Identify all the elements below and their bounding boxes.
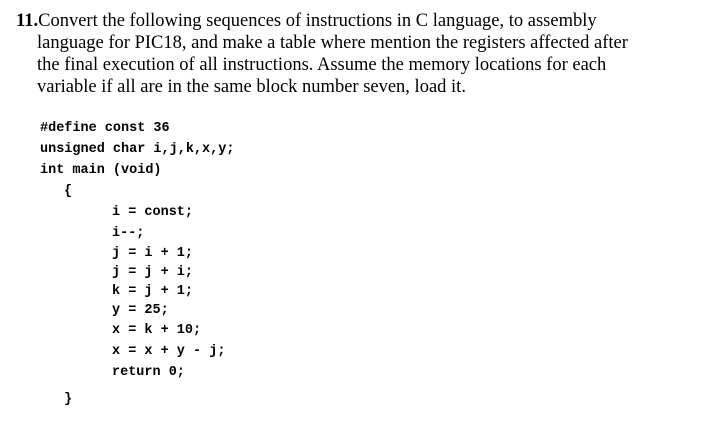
question-text bbox=[16, 10, 706, 98]
question-line-2: language for PIC18, and make a table where mention the registers affected after bbox=[37, 33, 628, 53]
code-block bbox=[40, 118, 234, 410]
code-body-line: i = const; bbox=[112, 205, 194, 220]
code-define-line: #define const 36 bbox=[40, 121, 170, 136]
code-body-line: x = x + y - j; bbox=[112, 344, 226, 359]
question-line-3: the final execution of all instructions. Assume the memory locations for each bbox=[37, 55, 607, 75]
code-declaration-line: unsigned char i,j,k,x,y; bbox=[40, 142, 235, 157]
question-number: 11. bbox=[16, 11, 39, 31]
code-body-line: i--; bbox=[112, 226, 145, 241]
question-line-4: variable if all are in the same block number seven, load it. bbox=[37, 77, 466, 97]
question-line-1-text: Convert the following sequences of instructions in C language, to assembly bbox=[38, 11, 597, 31]
code-open-brace: { bbox=[64, 184, 73, 199]
code-body-line: k = j + 1; bbox=[112, 284, 194, 299]
code-body-line: j = j + i; bbox=[112, 265, 194, 280]
code-body-line: return 0; bbox=[112, 365, 185, 380]
code-close-brace: } bbox=[64, 392, 73, 407]
code-body-line: j = i + 1; bbox=[112, 246, 194, 261]
code-body-line: x = k + 10; bbox=[112, 323, 202, 338]
question-line-1 bbox=[16, 10, 706, 32]
code-main-signature: int main (void) bbox=[40, 163, 162, 178]
code-body-line: y = 25; bbox=[112, 303, 169, 318]
